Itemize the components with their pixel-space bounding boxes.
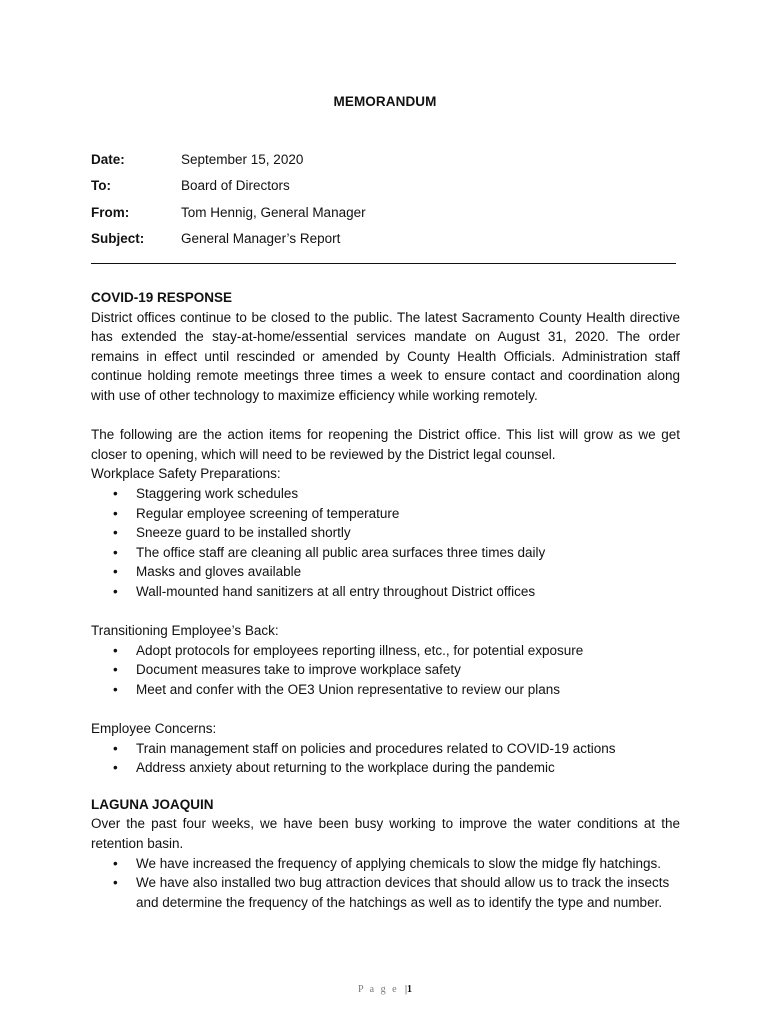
spacer	[91, 699, 680, 719]
laguna-paragraph: Over the past four weeks, we have been busy working to improve the water conditions at the retention basin.	[91, 816, 680, 852]
header-from-row	[91, 203, 366, 223]
header-divider	[91, 263, 676, 264]
transitioning-list	[91, 641, 680, 700]
bullet-icon: •	[113, 642, 118, 658]
employee-concerns-label: Employee Concerns:	[91, 721, 217, 737]
list-item: • Regular employee screening of temperature	[136, 504, 680, 524]
list-item: • Train management staff on policies and procedures related to COVID-19 actions	[136, 739, 680, 759]
list-item: • The office staff are cleaning all public area surfaces three times daily	[136, 543, 680, 563]
to-label: To:	[91, 178, 111, 193]
laguna-list	[91, 854, 680, 913]
bullet-icon: •	[113, 583, 118, 599]
list-item: • Meet and confer with the OE3 Union representative to review our plans	[136, 680, 680, 700]
from-label: From:	[91, 205, 130, 220]
covid-heading: COVID-19 RESPONSE	[91, 290, 233, 305]
date-label: Date:	[91, 152, 125, 167]
list-item: • Staggering work schedules	[136, 484, 680, 504]
list-item: • We have also installed two bug attraction devices that should allow us to track the insects and determine the frequency of the hatchings as well as to identify the type and number.	[113, 875, 670, 910]
list-item: • Masks and gloves available	[136, 562, 680, 582]
date-value: September 15, 2020	[181, 152, 304, 167]
to-value: Board of Directors	[181, 178, 290, 193]
transitioning-label: Transitioning Employee’s Back:	[91, 623, 279, 639]
action-items-paragraph: The following are the action items for reopening the District office. This list will grow as we get closer to opening, which will need to be reviewed by the District legal counsel.	[91, 427, 680, 462]
memo-title: MEMORANDUM	[333, 94, 437, 109]
memo-body	[91, 288, 680, 912]
bullet-icon: •	[113, 875, 118, 891]
page-separator: |	[405, 984, 408, 995]
bullet-icon: •	[113, 525, 118, 541]
employee-concerns-list	[91, 739, 680, 778]
list-item: • Sneeze guard to be installed shortly	[136, 523, 680, 543]
bullet-icon: •	[113, 681, 118, 697]
list-item: • Wall-mounted hand sanitizers at all entry throughout District offices	[136, 582, 680, 602]
bullet-icon: •	[113, 740, 118, 756]
bullet-icon: •	[113, 855, 118, 871]
header-subject-row	[91, 229, 340, 249]
from-value: Tom Hennig, General Manager	[181, 205, 366, 220]
list-item: • Document measures take to improve workplace safety	[136, 660, 680, 680]
spacer	[91, 602, 680, 622]
list-item: • Adopt protocols for employees reporting illness, etc., for potential exposure	[136, 641, 680, 661]
workplace-safety-list	[91, 484, 680, 602]
page-footer	[0, 984, 770, 995]
bullet-icon: •	[113, 544, 118, 560]
covid-paragraph: District offices continue to be closed to the public. The latest Sacramento County Health directive has extended the stay-at-home/essential services mandate on August 31, 2020. The order remains in effect until rescinded or amended by County Health Officials. Administration staff continue holding remote meetings three times a week to ensure contact and coordination along with use of other technology to maximize efficiency while working remotely.	[91, 309, 680, 403]
header-date-row	[91, 150, 303, 170]
header-to-row	[91, 176, 290, 196]
subject-label: Subject:	[91, 231, 145, 246]
page-label: P a g e	[357, 984, 399, 995]
bullet-icon: •	[113, 564, 118, 580]
bullet-icon: •	[113, 505, 118, 521]
spacer	[91, 406, 680, 426]
laguna-heading: LAGUNA JOAQUIN	[91, 796, 214, 812]
subject-value: General Manager’s Report	[181, 231, 341, 246]
bullet-icon: •	[113, 662, 118, 678]
spacer	[91, 778, 680, 795]
bullet-icon: •	[113, 760, 118, 776]
workplace-safety-label: Workplace Safety Preparations:	[91, 466, 281, 482]
page-number: 1	[407, 984, 413, 995]
list-item: • We have increased the frequency of applying chemicals to slow the midge fly hatchings.	[136, 854, 680, 874]
list-item: • Address anxiety about returning to the workplace during the pandemic	[136, 758, 680, 778]
bullet-icon: •	[113, 485, 118, 501]
